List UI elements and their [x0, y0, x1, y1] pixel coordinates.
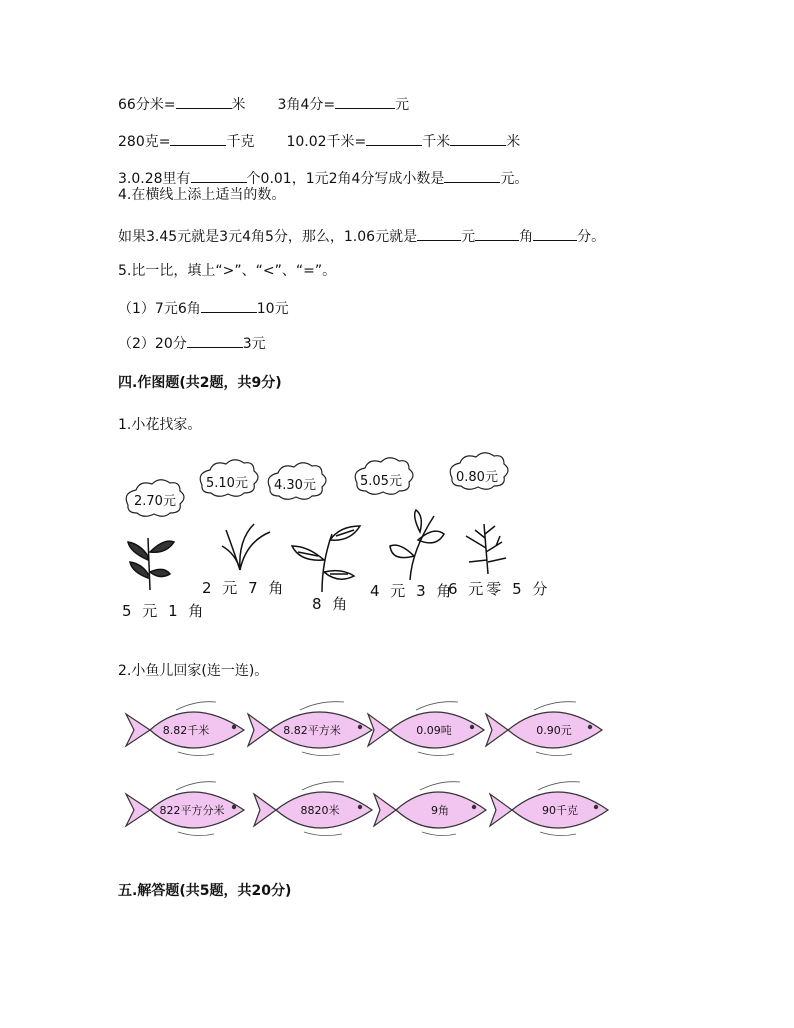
q5-item2-right: 3元	[242, 336, 266, 352]
fish-label: 90千克	[542, 804, 578, 817]
q3-suffix: 元。	[500, 171, 529, 187]
q4-unit-jiao: 角	[519, 229, 534, 245]
plant-icon	[390, 510, 444, 580]
fish-label: 0.90元	[536, 724, 572, 737]
plant-icon	[466, 524, 506, 574]
q2a-suffix: 千克	[226, 134, 255, 150]
plant-label: 4 元 3 角	[370, 582, 455, 600]
q5-item2-left: 20分	[154, 336, 187, 352]
q1a-prefix: 66分米=	[118, 97, 176, 113]
fish-label: 822平方分米	[159, 804, 225, 817]
q4-unit-yuan: 元	[461, 229, 476, 245]
q2b-suffix: 米	[506, 134, 521, 150]
fish-label: 8820米	[300, 804, 340, 817]
q1b-suffix: 元	[395, 97, 410, 113]
question-4-title: 4.在横线上添上适当的数。	[118, 187, 286, 203]
q2a-prefix: 280克=	[118, 134, 171, 150]
cloud-label: 5.10元	[206, 476, 248, 491]
plant-icon	[292, 526, 360, 592]
fish-label: 8.82平方米	[283, 724, 341, 737]
q1b-prefix: 3角4分=	[277, 97, 336, 113]
q4-unit-fen: 分。	[577, 229, 606, 245]
fish-label: 9角	[431, 804, 449, 817]
q3-mid: 个0.01，1元2角4分写成小数是	[246, 171, 445, 187]
q5-item1-right: 10元	[256, 301, 289, 317]
q2b-mid: 千米	[422, 134, 451, 150]
cloud-shapes	[126, 453, 508, 517]
fish-label: 8.82千米	[162, 724, 210, 737]
plant-label: 8 角	[312, 595, 351, 613]
cloud-label: 0.80元	[456, 470, 498, 485]
section-5-heading: 五.解答题(共5题，共20分)	[118, 883, 292, 899]
plant-label: 2 元 7 角	[202, 579, 287, 597]
question-5-title: 5.比一比，填上“>”、“<”、“=”。	[118, 263, 337, 279]
q3-prefix: 3.0.28里有	[118, 171, 191, 187]
q5-item1-left: 7元6角	[154, 301, 201, 317]
q2b-prefix: 10.02千米=	[286, 134, 367, 150]
q1a-suffix: 米	[231, 97, 246, 113]
fish-label: 0.09吨	[416, 724, 452, 737]
q5-item1-num: （1）	[118, 301, 155, 317]
draw-1-title: 1.小花找家。	[118, 417, 202, 433]
section-4-heading: 四.作图题(共2题，共9分)	[118, 375, 282, 391]
cloud-label: 5.05元	[360, 474, 402, 489]
plant-label: 6 元零 5 分	[448, 580, 551, 598]
q4-prefix: 如果3.45元就是3元4角5分，那么，1.06元就是	[118, 229, 418, 245]
plant-icon	[222, 524, 270, 570]
plant-icon	[128, 538, 174, 590]
cloud-label: 4.30元	[274, 478, 316, 493]
plant-label: 5 元 1 角	[122, 602, 207, 620]
q5-item2-num: （2）	[118, 336, 155, 352]
cloud-label: 2.70元	[134, 494, 176, 509]
draw-2-title: 2.小鱼儿回家(连一连)。	[118, 663, 269, 679]
